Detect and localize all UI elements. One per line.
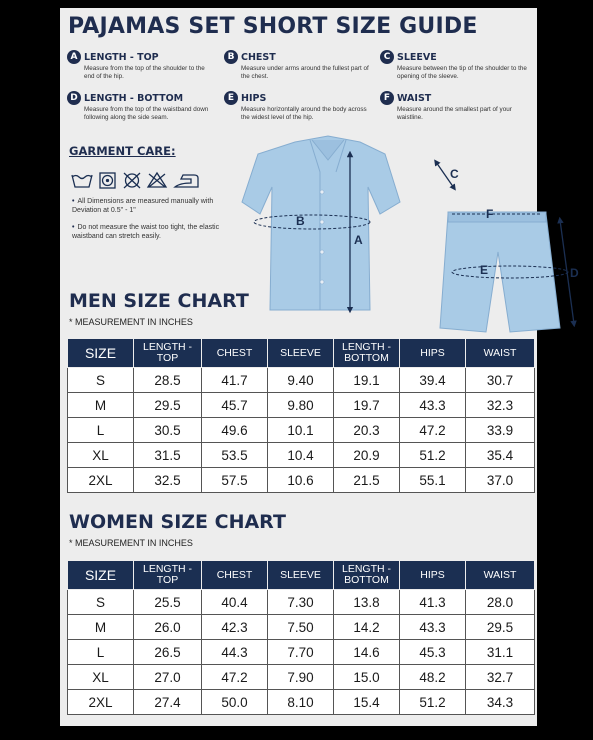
size-cell: M [68, 615, 134, 640]
measure-label: LENGTH - BOTTOM [84, 92, 184, 104]
label-a: A [354, 233, 363, 247]
value-cell: 30.5 [134, 418, 202, 443]
value-cell: 10.1 [268, 418, 334, 443]
value-cell: 9.80 [268, 393, 334, 418]
header-waist: WAIST [466, 561, 535, 590]
badge-d: D [67, 91, 81, 105]
value-cell: 13.8 [334, 590, 400, 615]
table-row [68, 690, 535, 715]
no-dryclean-icon [124, 173, 140, 188]
value-cell: 45.3 [400, 640, 466, 665]
header-chest: CHEST [202, 561, 268, 590]
measure-chest [224, 50, 374, 81]
header-length-bottom: LENGTH - BOTTOM [334, 339, 400, 368]
header-length-top: LENGTH - TOP [134, 339, 202, 368]
table-header-row [68, 561, 535, 590]
value-cell: 30.7 [466, 368, 535, 393]
table-row [68, 443, 535, 468]
header-chest: CHEST [202, 339, 268, 368]
value-cell: 27.0 [134, 665, 202, 690]
measure-label: HIPS [241, 92, 267, 104]
label-d: D [570, 266, 579, 280]
value-cell: 42.3 [202, 615, 268, 640]
value-cell: 28.0 [466, 590, 535, 615]
table-row [68, 590, 535, 615]
measure-desc: Measure from the top of the waistband down following along the side seam. [84, 106, 209, 121]
value-cell: 7.50 [268, 615, 334, 640]
value-cell: 27.4 [134, 690, 202, 715]
header-size: SIZE [68, 339, 134, 368]
value-cell: 31.5 [134, 443, 202, 468]
value-cell: 9.40 [268, 368, 334, 393]
value-cell: 47.2 [202, 665, 268, 690]
measure-length-bottom [67, 91, 217, 122]
value-cell: 14.6 [334, 640, 400, 665]
value-cell: 53.5 [202, 443, 268, 468]
value-cell: 7.90 [268, 665, 334, 690]
value-cell: 37.0 [466, 468, 535, 493]
value-cell: 15.4 [334, 690, 400, 715]
size-cell: L [68, 418, 134, 443]
size-cell: L [68, 640, 134, 665]
badge-a: A [67, 50, 81, 64]
table-row [68, 468, 535, 493]
table-row [68, 368, 535, 393]
size-cell: M [68, 393, 134, 418]
header-hips: HIPS [400, 339, 466, 368]
measure-desc: Measure from the top of the shoulder to the end of the hip. [84, 65, 205, 80]
size-guide-sheet [60, 8, 579, 726]
value-cell: 19.7 [334, 393, 400, 418]
measure-desc: Measure horizontally around the body across the widest level of the hip. [241, 106, 367, 121]
size-cell: XL [68, 443, 134, 468]
page-title: PAJAMAS SET SHORT SIZE GUIDE [68, 14, 478, 39]
badge-b: B [224, 50, 238, 64]
care-note: • All Dimensions are measured manually with Deviation at 0.5" - 1" [72, 198, 214, 214]
measure-desc: Measure under arms around the fullest part of the chest. [241, 65, 369, 80]
value-cell: 45.7 [202, 393, 268, 418]
value-cell: 55.1 [400, 468, 466, 493]
tumble-dry-icon [100, 173, 115, 188]
badge-f: F [380, 91, 394, 105]
wash-30-icon [72, 175, 92, 187]
men-size-table [67, 338, 535, 493]
no-bleach-icon [148, 173, 166, 187]
value-cell: 10.4 [268, 443, 334, 468]
value-cell: 51.2 [400, 443, 466, 468]
header-sleeve: SLEEVE [268, 561, 334, 590]
measure-label: CHEST [241, 51, 276, 63]
size-cell: XL [68, 665, 134, 690]
care-note: • Do not measure the waist too tight, the elastic waistband can stretch easily. [72, 224, 220, 240]
value-cell: 57.5 [202, 468, 268, 493]
value-cell: 8.10 [268, 690, 334, 715]
header-hips: HIPS [400, 561, 466, 590]
value-cell: 26.5 [134, 640, 202, 665]
value-cell: 43.3 [400, 393, 466, 418]
value-cell: 48.2 [400, 665, 466, 690]
value-cell: 14.2 [334, 615, 400, 640]
measure-label: LENGTH - TOP [84, 51, 159, 63]
header-sleeve: SLEEVE [268, 339, 334, 368]
size-cell: S [68, 368, 134, 393]
care-icons [70, 170, 210, 190]
value-cell: 21.5 [334, 468, 400, 493]
value-cell: 10.6 [268, 468, 334, 493]
value-cell: 25.5 [134, 590, 202, 615]
table-header-row [68, 339, 535, 368]
size-cell: 2XL [68, 468, 134, 493]
value-cell: 50.0 [202, 690, 268, 715]
value-cell: 7.70 [268, 640, 334, 665]
value-cell: 20.9 [334, 443, 400, 468]
value-cell: 31.1 [466, 640, 535, 665]
measure-label: SLEEVE [397, 51, 437, 63]
value-cell: 32.7 [466, 665, 535, 690]
value-cell: 51.2 [400, 690, 466, 715]
header-waist: WAIST [466, 339, 535, 368]
value-cell: 20.3 [334, 418, 400, 443]
header-length-top: LENGTH - TOP [134, 561, 202, 590]
women-chart-title: WOMEN SIZE CHART [69, 511, 286, 533]
header-size: SIZE [68, 561, 134, 590]
value-cell: 39.4 [400, 368, 466, 393]
label-e: E [480, 263, 489, 277]
badge-c: C [380, 50, 394, 64]
pajama-illustration [240, 132, 579, 332]
value-cell: 28.5 [134, 368, 202, 393]
iron-low-icon [175, 175, 198, 187]
value-cell: 29.5 [134, 393, 202, 418]
table-row [68, 393, 535, 418]
value-cell: 43.3 [400, 615, 466, 640]
value-cell: 34.3 [466, 690, 535, 715]
value-cell: 32.3 [466, 393, 535, 418]
table-row [68, 418, 535, 443]
men-chart-subtitle: * MEASUREMENT IN INCHES [69, 317, 193, 327]
value-cell: 29.5 [466, 615, 535, 640]
value-cell: 40.4 [202, 590, 268, 615]
header-length-bottom: LENGTH - BOTTOM [334, 561, 400, 590]
table-row [68, 640, 535, 665]
table-row [68, 665, 535, 690]
label-b: B [296, 214, 305, 228]
value-cell: 41.3 [400, 590, 466, 615]
value-cell: 35.4 [466, 443, 535, 468]
label-f: F [486, 207, 494, 221]
measure-waist [380, 91, 530, 122]
measure-desc: Measure around the smallest part of your waistline. [397, 106, 512, 121]
measure-desc: Measure between the tip of the shoulder to the opening of the sleeve. [397, 65, 527, 80]
size-cell: 2XL [68, 690, 134, 715]
women-chart-subtitle: * MEASUREMENT IN INCHES [69, 538, 193, 548]
value-cell: 44.3 [202, 640, 268, 665]
men-chart-title: MEN SIZE CHART [69, 290, 249, 312]
size-cell: S [68, 590, 134, 615]
value-cell: 47.2 [400, 418, 466, 443]
measure-length-top [67, 50, 217, 81]
table-row [68, 615, 535, 640]
value-cell: 19.1 [334, 368, 400, 393]
women-size-table [67, 560, 535, 715]
measure-label: WAIST [397, 92, 432, 104]
label-c: C [450, 167, 459, 181]
measure-hips [224, 91, 374, 122]
value-cell: 26.0 [134, 615, 202, 640]
shirt-drawing [242, 136, 400, 310]
garment-care-title: GARMENT CARE: [69, 144, 176, 158]
value-cell: 41.7 [202, 368, 268, 393]
value-cell: 7.30 [268, 590, 334, 615]
badge-e: E [224, 91, 238, 105]
value-cell: 49.6 [202, 418, 268, 443]
value-cell: 32.5 [134, 468, 202, 493]
value-cell: 33.9 [466, 418, 535, 443]
measure-sleeve [380, 50, 530, 81]
value-cell: 15.0 [334, 665, 400, 690]
shorts-drawing [440, 212, 560, 332]
